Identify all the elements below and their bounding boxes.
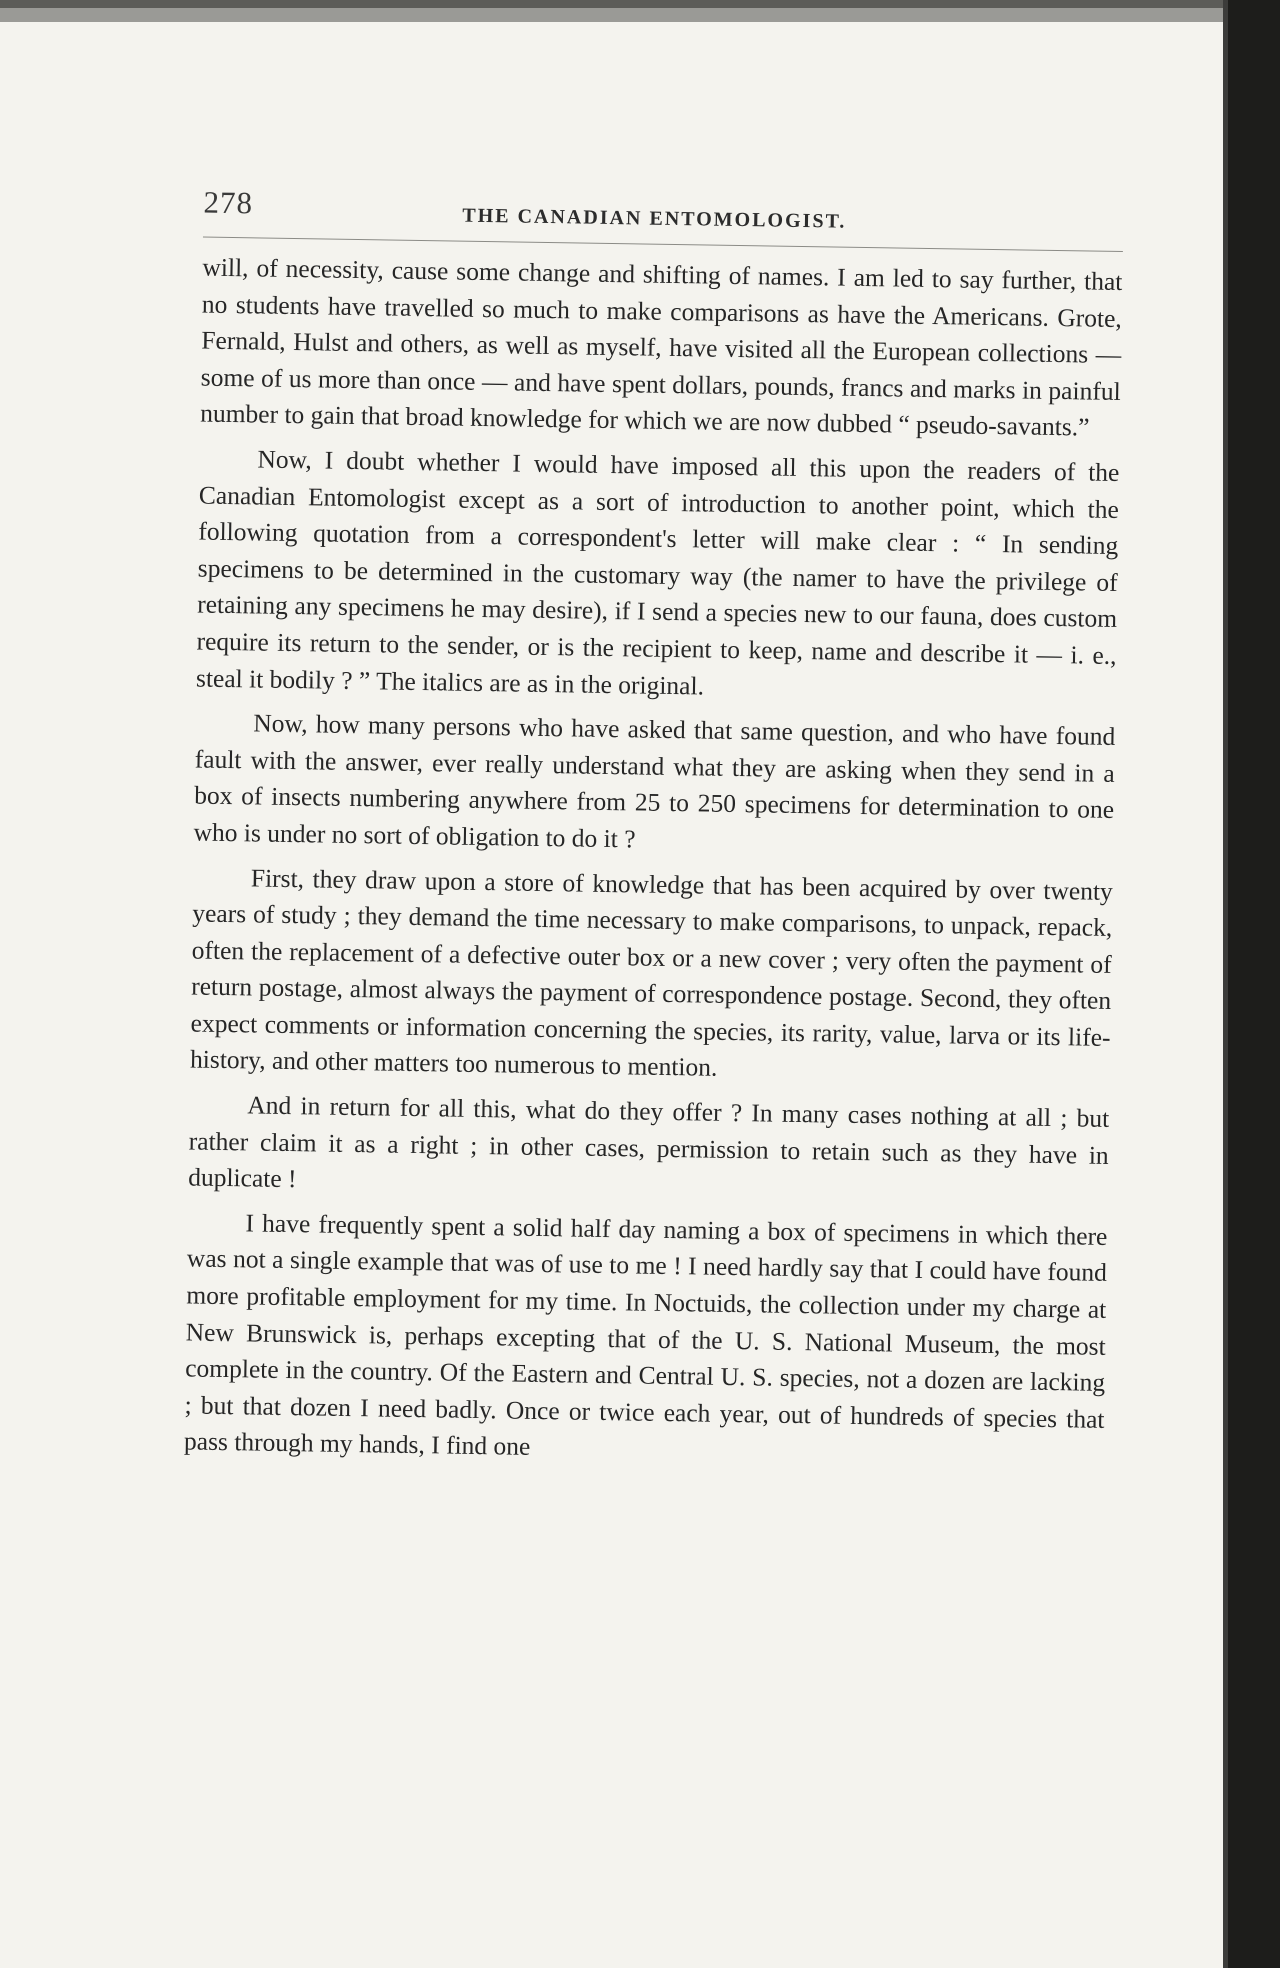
body-text [148,249,1123,1475]
paragraph: I have frequently spent a solid half day naming a box of specimens in which there was not a single example that was of use to me ! I need hardly say that I could have found more profitable employment for my time. In Noctuids, the collection under my charge at New Brunswick is, perhaps excepting that of the U. S. National Museum, the most complete in the country. Of the Eastern and Central U. S. species, not a dozen are lacking ; but that dozen I need badly. Once or twice each year, out of hundreds of species that pass through my hands, I find one [183,1208,1108,1462]
scan-right-border [1228,0,1280,1968]
book-page [148,172,1124,1483]
paragraph: Now, I doubt whether I would have imposed all this upon the readers of the Canadian Entomologist except as a sort of introduction to another point, which the following quotation from a correspondent's letter will make clear : “ In sending specimens to be determined in the customary way (the namer to have the privilege of retaining any specimens he may desire), if I send a species new to our fauna, does custom require its return to the sender, or is the recipient to keep, name and describe it — i. e., steal it bodily ? ” The italics are as in the original. [195,444,1120,701]
scan-top-edge [0,0,1280,8]
paragraph: And in return for all this, what do they offer ? In many cases nothing at all ; but rather claim it as a right ; in other cases, permission to retain such as they have in duplicate ! [187,1090,1110,1194]
paragraph-continued: will, of necessity, cause some change and shifting of names. I am led to say further, that no students have travelled so much to make comparisons as have the Americans. Grote, Fernald, Hulst and others, as well as myself, have visited all the European collections — some of us more than once — and have spent dollars, pounds, francs and marks in painful number to gain that broad knowledge for which we are now dubbed “ pseudo-savants.” [199,252,1123,442]
paragraph: First, they draw upon a store of knowledge that has been acquired by over twenty years of study ; they demand the time necessary to make comparisons, to unpack, repack, often the replacement of a defective outer box or a new cover ; very often the payment of return postage, almost always the payment of correspondence postage. Second, they often expect comments or information concerning the species, its rarity, value, larva or its life-history, and other matters too numerous to mention. [189,862,1114,1083]
running-head: THE CANADIAN ENTOMOLOGIST. [462,204,847,233]
paragraph: Now, how many persons who have asked that same question, and who have found fault with the answer, ever really understand what they are asking when they send in a box of insects numbering anywhere from 25 to 250 specimens for determination to one who is under no sort of obligation to do it ? [193,708,1116,854]
page-number: 278 [203,184,254,221]
